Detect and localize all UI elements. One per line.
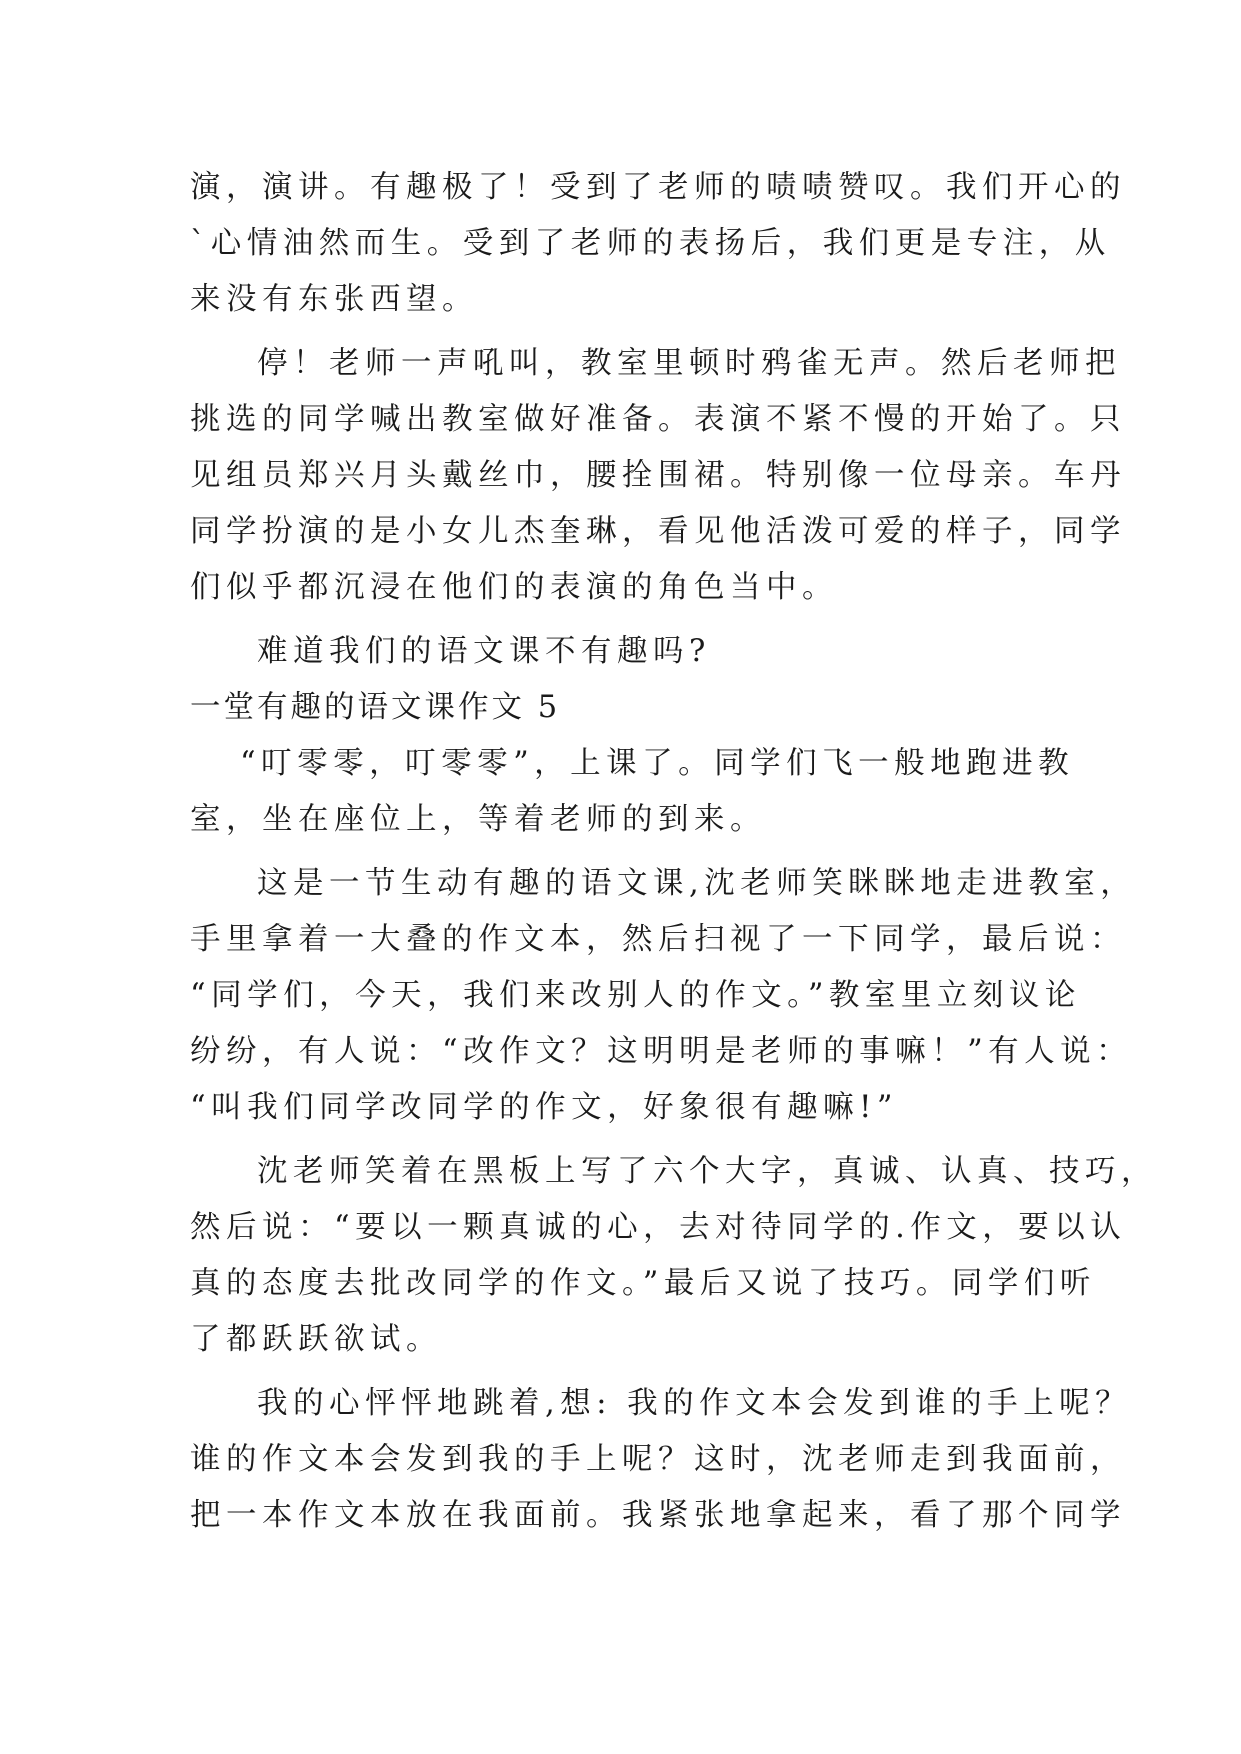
text-line: `心情油然而生。受到了老师的表扬后，我们更是专注，从 [190,226,1111,261]
text-line: 挑选的同学喊出教室做好准备。表演不紧不慢的开始了。只 [190,402,1126,437]
text-line: 我的心怦怦地跳着,想: 我的作文本会发到谁的手上呢？ [257,1386,1132,1421]
text-line: “叫我们同学改同学的作文，好象很有趣嘛!” [190,1090,898,1125]
paragraph [190,1376,1132,1544]
text-line: 演，演讲。有趣极了！受到了老师的啧啧赞叹。我们开心的 [190,170,1126,205]
paragraph [190,856,1137,1136]
paragraph [190,624,1050,680]
text-line: 纷纷，有人说：“改作文？这明明是老师的事嘛！”有人说： [190,1034,1133,1069]
text-line: 然后说：“要以一颗真诚的心，去对待同学的.作文，要以认 [190,1210,1127,1245]
text-line: 室，坐在座位上，等着老师的到来。 [190,802,766,837]
text-line: 了都跃跃欲试。 [190,1322,442,1357]
text-line: “同学们，今天，我们来改别人的作文。”教室里立刻议论 [190,978,1081,1013]
paragraph [190,736,1075,848]
text-line: 们似乎都沉浸在他们的表演的角色当中。 [190,570,838,605]
section-heading [190,680,1050,736]
text-line: 真的态度去批改同学的作文。”最后又说了技巧。同学们听 [190,1266,1096,1301]
text-line: “叮零零，叮零零”，上课了。同学们飞一般地跑进教 [240,746,1075,781]
text-line: 停！老师一声吼叫，教室里顿时鸦雀无声。然后老师把 [257,346,1121,381]
text-line: 这是一节生动有趣的语文课,沈老师笑眯眯地走进教室， [257,866,1137,901]
text-line: 手里拿着一大叠的作文本，然后扫视了一下同学，最后说： [190,922,1126,957]
document-page [190,160,1157,1544]
text-line: 沈老师笑着在黑板上写了六个大字，真诚、认真、技巧， [257,1154,1157,1189]
paragraph [190,1144,1157,1368]
text-line: 把一本作文本放在我面前。我紧张地拿起来，看了那个同学 [190,1498,1126,1533]
heading-line: 一堂有趣的语文课作文 5 [190,690,561,725]
paragraph [190,160,1126,328]
text-line: 来没有东张西望。 [190,282,478,317]
paragraph [190,336,1126,616]
text-line: 见组员郑兴月头戴丝巾，腰拴围裙。特别像一位母亲。车丹 [190,458,1126,493]
text-line: 难道我们的语文课不有趣吗? [257,634,711,669]
text-line: 同学扮演的是小女儿杰奎琳，看见他活泼可爱的样子，同学 [190,514,1126,549]
text-line: 谁的作文本会发到我的手上呢？这时，沈老师走到我面前， [190,1442,1126,1477]
